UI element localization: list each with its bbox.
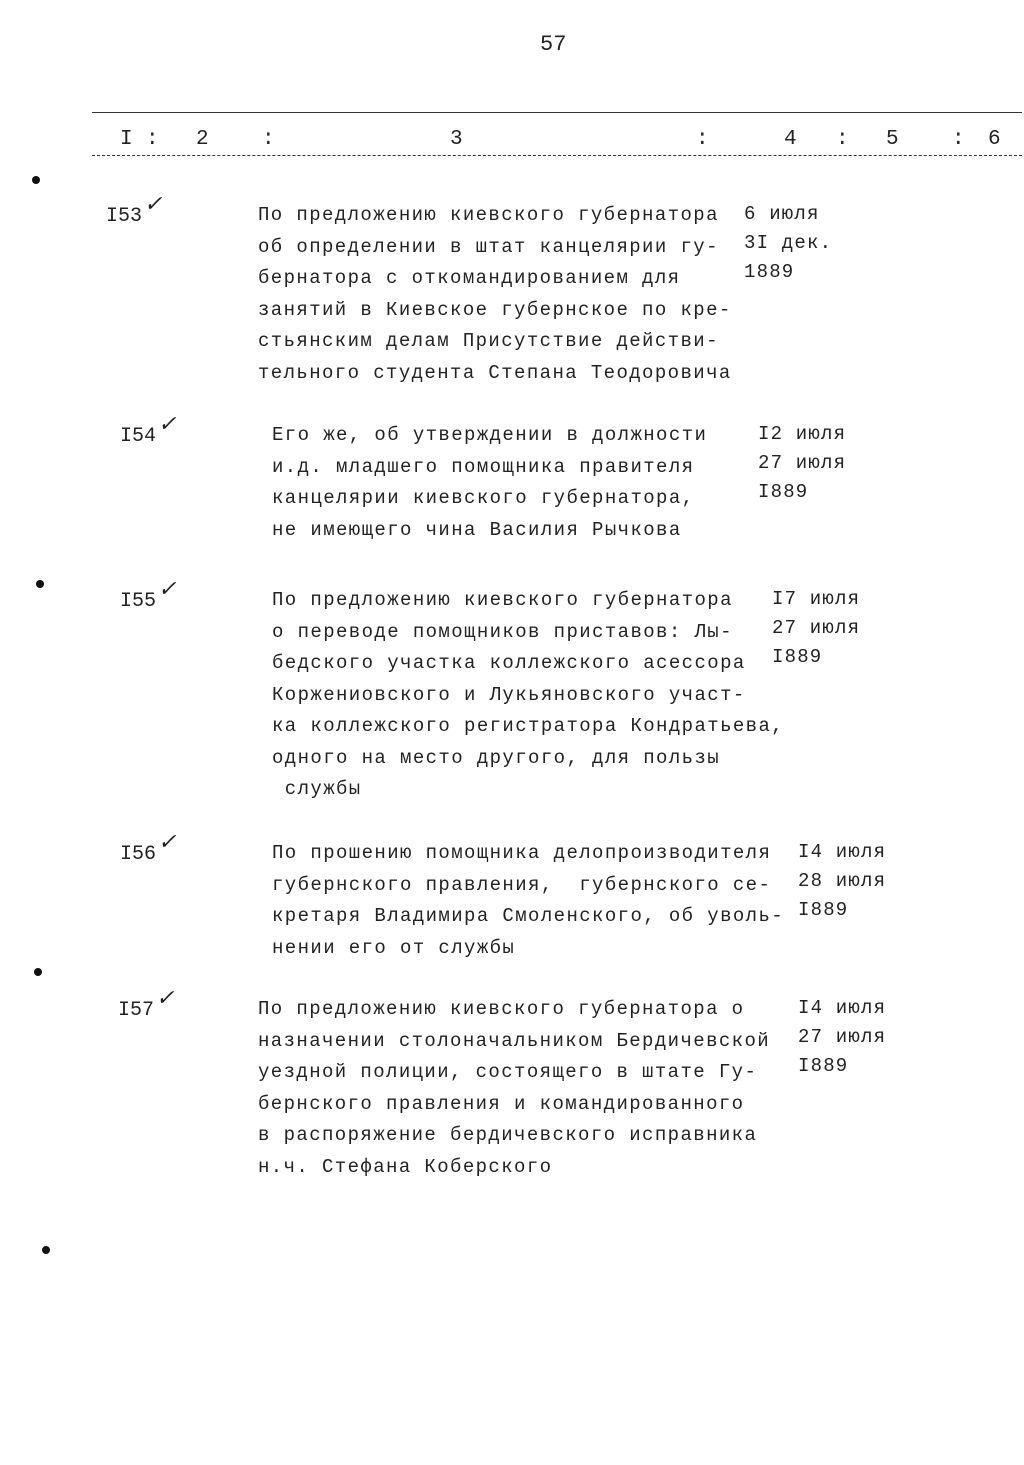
- checkmark-icon: ✓: [158, 413, 177, 438]
- checkmark-icon: ✓: [158, 578, 177, 603]
- description-line: н.ч. Стефана Коберского: [258, 1155, 553, 1178]
- checkmark-icon: ✓: [144, 193, 163, 218]
- year: I889: [772, 646, 823, 668]
- entry-description: [272, 585, 784, 806]
- end-date: 27 июля: [758, 452, 847, 474]
- entry-number: [118, 987, 175, 1022]
- entry-number-text: I54: [120, 425, 157, 448]
- description-line: По прошению помощника делопроизводителя: [272, 842, 772, 864]
- description-line: и.д. младшего помощника правителя: [272, 455, 695, 478]
- column-header-3: 3: [450, 128, 463, 151]
- year: 1889: [744, 261, 795, 283]
- entry-number: [120, 578, 177, 613]
- punch-hole: [32, 176, 40, 184]
- entry-description: [272, 838, 784, 964]
- description-line: бедского участка коллежского асессора: [272, 652, 746, 674]
- column-separator: :: [836, 128, 849, 151]
- column-separator: :: [952, 128, 965, 151]
- description-line: не имеющего чина Василия Рычкова: [272, 518, 682, 541]
- page-number: 57: [540, 32, 567, 57]
- start-date: I4 июля: [798, 997, 887, 1019]
- description-line: о переводе помощников приставов: Лы-: [272, 620, 733, 643]
- description-line: кретаря Владимира Смоленского, об уволь-: [272, 905, 785, 927]
- description-line: бернского правления и командированного: [258, 1092, 745, 1115]
- header-top-rule: [92, 112, 1022, 113]
- start-date: I2 июля: [758, 423, 847, 445]
- description-line: уездной полиции, состоящего в штате Гу-: [258, 1061, 758, 1083]
- entry-number-text: I53: [106, 205, 143, 228]
- checkmark-icon: ✓: [158, 831, 177, 856]
- description-line: По предложению киевского губернатора: [272, 589, 733, 611]
- description-line: в распоряжение бердичевского исправника: [258, 1124, 758, 1146]
- entry-description: [272, 420, 707, 546]
- punch-hole: [36, 580, 44, 588]
- entry-number-text: I57: [118, 999, 155, 1022]
- entry-dates: [758, 420, 846, 507]
- entry-number: [120, 413, 177, 448]
- description-line: об определении в штат канцелярии гу-: [258, 235, 719, 258]
- description-line: Коржениовского и Лукьяновского участ-: [272, 683, 746, 706]
- description-line: губернского правления, губернского се-: [272, 873, 772, 896]
- end-date: 28 июля: [798, 870, 887, 892]
- end-date: 27 июля: [772, 617, 861, 639]
- start-date: I4 июля: [798, 841, 887, 863]
- column-separator: :: [146, 128, 159, 151]
- description-line: нении его от службы: [272, 936, 516, 959]
- column-separator: :: [262, 128, 275, 151]
- description-line: ка коллежского регистратора Кондратьева,: [272, 715, 785, 737]
- column-header-6: 6: [988, 128, 1001, 151]
- entry-number: [106, 193, 163, 228]
- entry-dates: [798, 838, 886, 925]
- description-line: канцелярии киевского губернатора,: [272, 487, 695, 509]
- year: I889: [798, 899, 849, 921]
- year: I889: [798, 1055, 849, 1077]
- description-line: занятий в Киевское губернское по кре-: [258, 298, 732, 321]
- description-line: службы: [272, 778, 362, 800]
- description-line: По предложению киевского губернатора о: [258, 998, 745, 1020]
- description-line: стьянским делам Присутствие действи-: [258, 330, 719, 352]
- column-separator: :: [696, 128, 709, 151]
- description-line: По предложению киевского губернатора: [258, 204, 719, 226]
- entry-dates: [798, 994, 886, 1081]
- entry-description: [258, 994, 770, 1183]
- end-date: 27 июля: [798, 1026, 887, 1048]
- description-line: Его же, об утверждении в должности: [272, 424, 708, 446]
- description-line: назначении столоначальником Бердичевской: [258, 1029, 771, 1052]
- column-header-1: I: [120, 128, 133, 151]
- entry-dates: [744, 200, 832, 287]
- punch-hole: [42, 1246, 50, 1254]
- description-line: бернатора с откомандированием для: [258, 267, 681, 289]
- start-date: 6 июля: [744, 203, 820, 225]
- entry-number-text: I55: [120, 590, 157, 613]
- start-date: I7 июля: [772, 588, 861, 610]
- entry-number-text: I56: [120, 843, 157, 866]
- punch-hole: [34, 968, 42, 976]
- column-header-4: 4: [784, 128, 797, 151]
- entry-description: [258, 200, 732, 389]
- entry-dates: [772, 585, 860, 672]
- year: I889: [758, 481, 809, 503]
- end-date: 3I дек.: [744, 232, 833, 254]
- header-bottom-rule: [92, 155, 1022, 156]
- entry-number: [120, 831, 177, 866]
- checkmark-icon: ✓: [156, 987, 175, 1012]
- description-line: одного на место другого, для пользы: [272, 746, 721, 769]
- column-header-2: 2: [196, 128, 209, 151]
- description-line: тельного студента Степана Теодоровича: [258, 361, 732, 384]
- column-header-5: 5: [886, 128, 899, 151]
